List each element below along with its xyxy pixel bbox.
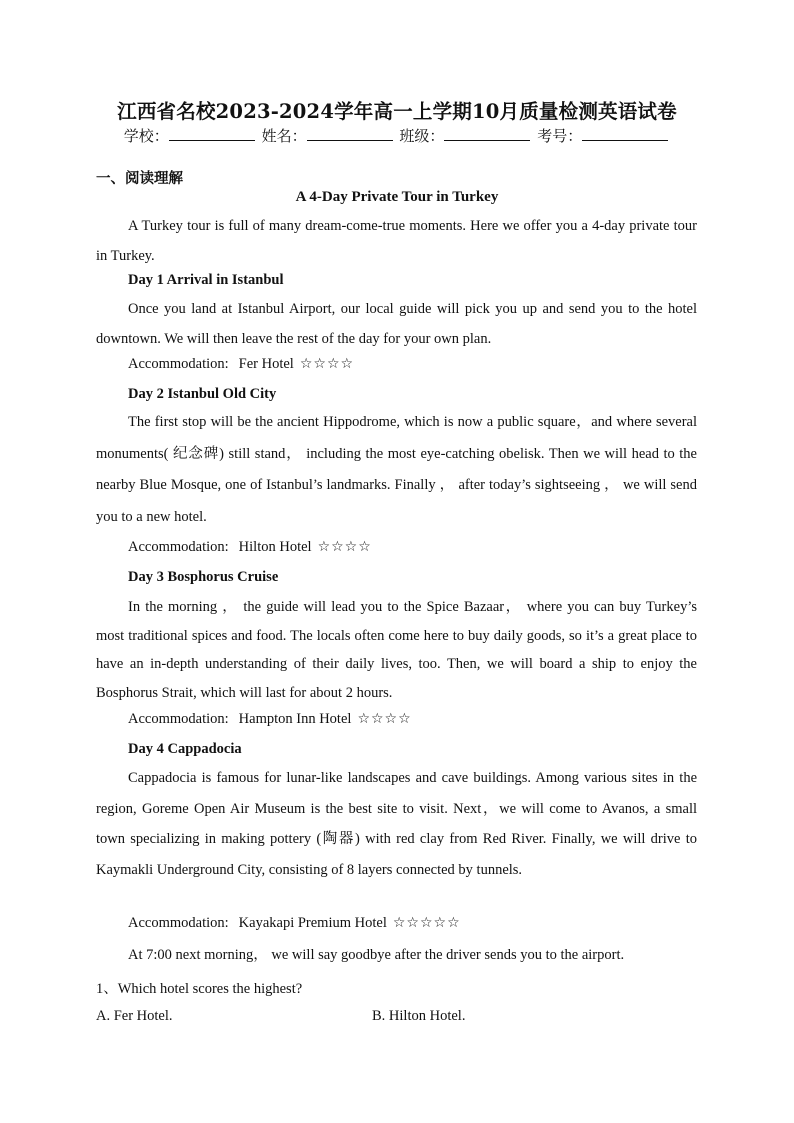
star-rating-icon: ☆☆☆☆ bbox=[357, 711, 412, 727]
exam-number-label: 考号： bbox=[537, 127, 583, 145]
star-rating-icon: ☆☆☆☆ bbox=[299, 356, 355, 372]
day-3-text: In the morning ， the guide will lead you to the Spice Bazaar， where you can buy Turkey’s most traditional spices and food. The locals often come here to buy daily goods, so it’s a great place to have an in-depth understanding of their daily lives, too. Then, we will board a ship to enjoy the Bosphorus Strait, which will last for about 2 hours. bbox=[96, 599, 697, 701]
passage-intro: A Turkey tour is full of many dream-come-true moments. Here we offer you a 4-day private tour in Turkey. bbox=[96, 218, 697, 264]
question-number: 1、 bbox=[96, 981, 118, 997]
accommodation-label: Accommodation: bbox=[128, 356, 229, 372]
passage-closing: At 7:00 next morning， we will say goodbye after the driver sends you to the airport. bbox=[128, 947, 625, 963]
accommodation-label: Accommodation: bbox=[128, 915, 229, 931]
question-1 bbox=[96, 977, 302, 998]
star-rating-icon: ☆☆☆☆ bbox=[317, 539, 372, 555]
accommodation-label: Accommodation: bbox=[128, 711, 229, 727]
passage-title: A 4-Day Private Tour in Turkey bbox=[295, 189, 499, 205]
option-a[interactable]: A. Fer Hotel. bbox=[96, 1008, 173, 1024]
star-rating-icon: ☆☆☆☆☆ bbox=[392, 915, 461, 931]
name-blank[interactable] bbox=[307, 126, 393, 141]
day-3-heading: Day 3 Bosphorus Cruise bbox=[128, 569, 279, 585]
day-4-accommodation bbox=[128, 915, 461, 932]
day-1-heading: Day 1 Arrival in Istanbul bbox=[128, 272, 284, 288]
day-4-text: Cappadocia is famous for lunar-like landscapes and cave buildings. Among various sites in the region, Goreme Open Air Museum is the best site to visit. Next，we will come to Avanos, a small town specializing in making pottery (陶器) with red clay from Red River. Finally, we will drive to Kaymakli Underground City, consisting of 8 layers connected by tunnels. bbox=[96, 770, 697, 878]
day-4-heading: Day 4 Cappadocia bbox=[128, 741, 242, 757]
class-blank[interactable] bbox=[444, 126, 530, 141]
hotel-name: Fer Hotel bbox=[238, 356, 294, 372]
accommodation-label: Accommodation: bbox=[128, 539, 229, 555]
exam-title: 江西省名校2023-2024学年高一上学期10月质量检测英语试卷 bbox=[117, 100, 677, 123]
name-label: 姓名： bbox=[261, 127, 307, 145]
hotel-name: Hilton Hotel bbox=[238, 539, 312, 555]
hotel-name: Hampton Inn Hotel bbox=[238, 711, 352, 727]
question-text: Which hotel scores the highest? bbox=[117, 981, 303, 997]
school-blank[interactable] bbox=[169, 126, 255, 141]
class-label: 班级： bbox=[399, 127, 445, 145]
section-heading: 一、阅读理解 bbox=[96, 171, 183, 187]
school-label: 学校： bbox=[123, 127, 169, 145]
day-2-text: The first stop will be the ancient Hippodrome, which is now a public square，and where several monuments( 纪念碑) still stand， including the most eye-catching obelisk. Then we will head to the nearby Blue Mosque, one of Istanbul’s landmarks. Finally ， after today’s sightseeing ， we will send you to a new hotel. bbox=[96, 414, 697, 525]
day-1-accommodation bbox=[128, 356, 354, 373]
day-2-heading: Day 2 Istanbul Old City bbox=[128, 386, 277, 402]
day-3-accommodation bbox=[128, 711, 412, 728]
hotel-name: Kayakapi Premium Hotel bbox=[238, 915, 387, 931]
option-b[interactable]: B. Hilton Hotel. bbox=[372, 1008, 466, 1024]
day-1-text: Once you land at Istanbul Airport, our local guide will pick you up and send you to the hotel downtown. We will then leave the rest of the day for your own plan. bbox=[96, 301, 697, 347]
day-2-accommodation bbox=[128, 539, 372, 556]
student-info-line bbox=[0, 125, 794, 146]
exam-number-blank[interactable] bbox=[582, 126, 668, 141]
